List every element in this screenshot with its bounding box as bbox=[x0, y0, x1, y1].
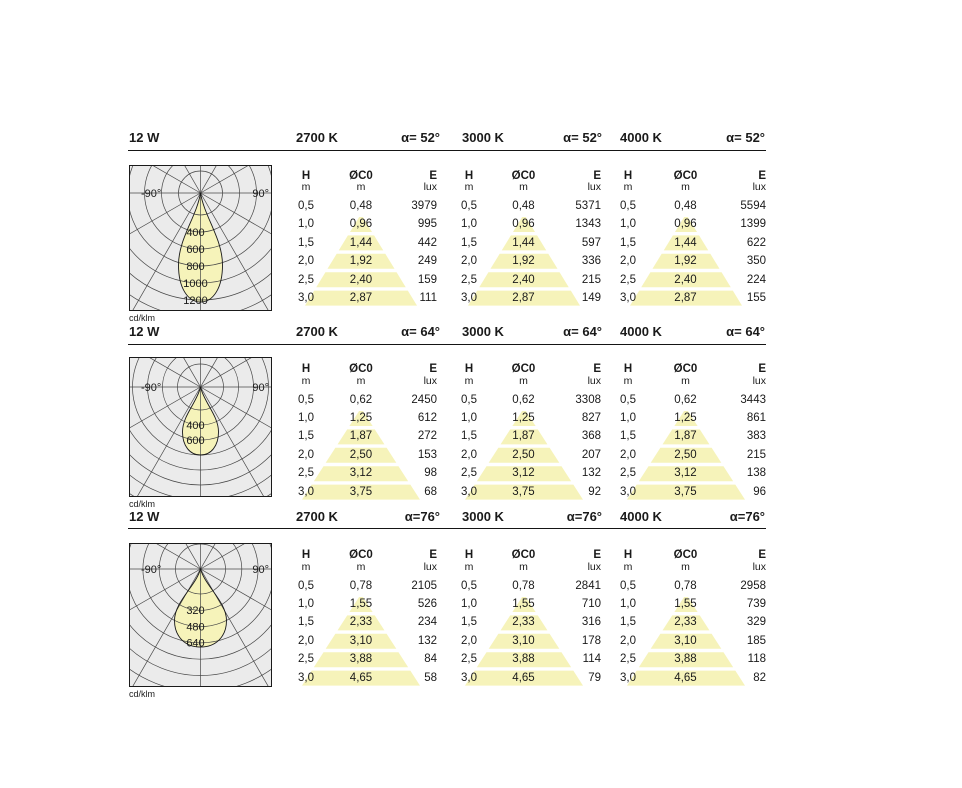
h-value: 2,5 bbox=[461, 467, 477, 480]
ring-label: 800 bbox=[186, 260, 205, 273]
diameter-value: 3,75 bbox=[512, 485, 535, 498]
e-value: 68 bbox=[424, 485, 437, 498]
e-value: 350 bbox=[746, 255, 766, 268]
col-header-e: E bbox=[593, 549, 601, 561]
diameter-value: 2,40 bbox=[674, 273, 697, 286]
cct-label: 3000 K bbox=[462, 130, 504, 145]
diameter-value: 4,65 bbox=[674, 671, 697, 684]
col-unit-diameter: m bbox=[519, 560, 528, 573]
h-value: 1,5 bbox=[461, 236, 477, 249]
e-value: 272 bbox=[417, 430, 437, 443]
h-value: 2,5 bbox=[620, 273, 636, 286]
diameter-value: 2,40 bbox=[512, 273, 535, 286]
h-value: 3,0 bbox=[620, 671, 636, 684]
polar-diagram bbox=[129, 357, 272, 497]
e-value: 58 bbox=[424, 671, 437, 684]
ring-label: 480 bbox=[186, 621, 205, 634]
e-value: 111 bbox=[419, 292, 437, 304]
e-value: 329 bbox=[746, 616, 766, 629]
h-value: 3,0 bbox=[298, 485, 314, 498]
e-value: 622 bbox=[746, 236, 766, 249]
diameter-value: 3,10 bbox=[349, 634, 373, 647]
diameter-value: 4,65 bbox=[512, 671, 535, 684]
h-value: 2,5 bbox=[298, 273, 314, 286]
e-value: 3979 bbox=[411, 200, 437, 212]
ring-label: 600 bbox=[186, 243, 205, 256]
e-value: 114 bbox=[582, 653, 601, 666]
beam-angle-label: α= 52° bbox=[401, 130, 440, 145]
e-value: 3308 bbox=[575, 393, 601, 406]
e-value: 84 bbox=[424, 653, 437, 666]
h-value: 2,5 bbox=[461, 653, 477, 666]
col-unit-diameter: m bbox=[519, 374, 528, 387]
ring-label: 1000 bbox=[183, 277, 208, 290]
col-header-diameter: ØC0 bbox=[349, 549, 373, 561]
h-value: 2,0 bbox=[461, 634, 477, 647]
diameter-value: 0,96 bbox=[674, 218, 697, 231]
h-value: 2,5 bbox=[298, 653, 314, 666]
col-header-diameter: ØC0 bbox=[349, 363, 373, 375]
ring-label: 600 bbox=[186, 434, 205, 447]
col-unit-h: m bbox=[301, 181, 311, 193]
cct-label: 2700 K bbox=[296, 130, 338, 145]
angle-label-right: 90° bbox=[252, 563, 269, 576]
col-header-diameter: ØC0 bbox=[511, 169, 536, 182]
e-value: 178 bbox=[581, 634, 601, 647]
ring-label: 320 bbox=[186, 605, 205, 618]
col-unit-h: m bbox=[464, 374, 474, 387]
ring-label: 640 bbox=[186, 637, 205, 650]
diameter-value: 1,87 bbox=[512, 430, 535, 443]
wattage-label: 12 W bbox=[129, 509, 160, 524]
h-value: 3,0 bbox=[620, 292, 636, 304]
diameter-value: 1,25 bbox=[512, 411, 535, 424]
col-header-diameter: ØC0 bbox=[511, 549, 536, 561]
col-header-e: E bbox=[593, 363, 601, 375]
diameter-value: 2,33 bbox=[674, 616, 697, 629]
col-header-h: H bbox=[623, 363, 633, 375]
h-value: 2,0 bbox=[298, 448, 314, 461]
e-value: 249 bbox=[417, 255, 437, 268]
e-value: 185 bbox=[746, 634, 766, 647]
col-unit-e: lux bbox=[752, 560, 766, 573]
diameter-value: 0,62 bbox=[512, 393, 535, 406]
col-header-e: E bbox=[429, 549, 437, 561]
beam-angle-label: α= 64° bbox=[726, 324, 765, 339]
e-value: 5594 bbox=[740, 200, 766, 212]
h-value: 1,0 bbox=[461, 411, 477, 424]
e-value: 739 bbox=[746, 597, 766, 610]
e-value: 316 bbox=[581, 616, 601, 629]
col-header-e: E bbox=[758, 363, 766, 375]
col-unit-e: lux bbox=[752, 181, 766, 193]
e-value: 224 bbox=[746, 273, 766, 286]
cct-label: 2700 K bbox=[296, 324, 338, 339]
h-value: 1,0 bbox=[461, 218, 477, 231]
col-unit-e: lux bbox=[752, 374, 766, 387]
cd-klm-label: cd/klm bbox=[129, 499, 156, 509]
diameter-value: 0,78 bbox=[674, 579, 697, 592]
col-header-e: E bbox=[758, 549, 766, 561]
diameter-value: 0,78 bbox=[512, 579, 535, 592]
diameter-value: 4,65 bbox=[349, 671, 373, 684]
diameter-value: 2,50 bbox=[512, 448, 535, 461]
ring-label: 400 bbox=[186, 226, 205, 239]
h-value: 3,0 bbox=[461, 292, 477, 304]
diameter-value: 3,10 bbox=[512, 634, 535, 647]
diameter-value: 3,88 bbox=[512, 653, 535, 666]
cd-klm-label: cd/klm bbox=[129, 313, 156, 323]
angle-label-right: 90° bbox=[252, 381, 269, 394]
diameter-value: 2,87 bbox=[349, 292, 373, 304]
polar-diagram bbox=[129, 543, 272, 687]
h-value: 2,0 bbox=[298, 255, 314, 268]
diameter-value: 1,92 bbox=[674, 255, 697, 268]
h-value: 2,0 bbox=[620, 448, 636, 461]
e-value: 207 bbox=[581, 448, 601, 461]
col-unit-h: m bbox=[301, 374, 311, 387]
e-value: 995 bbox=[417, 218, 437, 231]
h-value: 1,0 bbox=[298, 597, 314, 610]
h-value: 1,5 bbox=[620, 236, 636, 249]
h-value: 1,5 bbox=[620, 430, 636, 443]
beam-angle-label: α=76° bbox=[404, 509, 440, 524]
beam-angle-label: α= 52° bbox=[563, 130, 602, 145]
col-header-diameter: ØC0 bbox=[511, 363, 536, 375]
e-value: 138 bbox=[746, 467, 766, 480]
e-value: 861 bbox=[746, 411, 766, 424]
e-value: 612 bbox=[417, 411, 437, 424]
h-value: 1,5 bbox=[298, 430, 314, 443]
diameter-value: 0,62 bbox=[674, 393, 697, 406]
diameter-value: 3,75 bbox=[349, 485, 373, 498]
e-value: 3443 bbox=[740, 393, 766, 406]
diameter-value: 0,96 bbox=[512, 218, 535, 231]
diameter-value: 3,12 bbox=[349, 467, 373, 480]
h-value: 1,0 bbox=[620, 411, 636, 424]
angle-label-left: -90° bbox=[141, 381, 162, 394]
col-header-h: H bbox=[301, 169, 311, 182]
angle-label-left: -90° bbox=[141, 187, 162, 200]
cct-label: 4000 K bbox=[620, 509, 662, 524]
h-value: 2,0 bbox=[620, 255, 636, 268]
col-header-h: H bbox=[464, 363, 474, 375]
h-value: 0,5 bbox=[620, 579, 636, 592]
diameter-value: 3,75 bbox=[674, 485, 697, 498]
diameter-value: 2,87 bbox=[674, 292, 697, 304]
e-value: 132 bbox=[581, 467, 601, 480]
col-header-diameter: ØC0 bbox=[673, 363, 698, 375]
diameter-value: 0,96 bbox=[349, 218, 373, 231]
diameter-value: 1,44 bbox=[512, 236, 535, 249]
h-value: 2,5 bbox=[298, 467, 314, 480]
h-value: 1,5 bbox=[298, 236, 314, 249]
h-value: 3,0 bbox=[298, 671, 314, 684]
h-value: 1,5 bbox=[620, 616, 636, 629]
h-value: 0,5 bbox=[298, 579, 314, 592]
col-unit-e: lux bbox=[587, 181, 601, 193]
h-value: 3,0 bbox=[298, 292, 314, 304]
cct-label: 3000 K bbox=[462, 509, 504, 524]
col-unit-h: m bbox=[301, 560, 311, 573]
h-value: 1,5 bbox=[298, 616, 314, 629]
col-header-diameter: ØC0 bbox=[673, 549, 698, 561]
diameter-value: 1,44 bbox=[674, 236, 697, 249]
polar-diagram bbox=[129, 165, 272, 311]
col-unit-e: lux bbox=[423, 560, 437, 573]
diameter-value: 1,87 bbox=[674, 430, 697, 443]
diameter-value: 3,12 bbox=[512, 467, 535, 480]
col-header-e: E bbox=[429, 169, 437, 182]
diameter-value: 0,48 bbox=[674, 200, 697, 212]
col-unit-e: lux bbox=[423, 181, 437, 193]
col-header-diameter: ØC0 bbox=[673, 169, 698, 182]
col-unit-e: lux bbox=[423, 374, 437, 387]
e-value: 92 bbox=[588, 485, 601, 498]
h-value: 2,0 bbox=[620, 634, 636, 647]
diameter-value: 0,48 bbox=[512, 200, 535, 212]
diameter-value: 3,88 bbox=[674, 653, 697, 666]
diameter-value: 3,12 bbox=[674, 467, 697, 480]
e-value: 442 bbox=[417, 236, 437, 249]
diameter-value: 1,55 bbox=[512, 597, 535, 610]
e-value: 1399 bbox=[740, 218, 766, 231]
e-value: 79 bbox=[588, 671, 601, 684]
e-value: 118 bbox=[747, 653, 766, 666]
col-unit-diameter: m bbox=[681, 181, 690, 193]
h-value: 1,0 bbox=[620, 218, 636, 231]
h-value: 1,0 bbox=[298, 411, 314, 424]
e-value: 96 bbox=[753, 485, 766, 498]
diameter-value: 1,55 bbox=[349, 597, 373, 610]
angle-label-right: 90° bbox=[252, 187, 269, 200]
col-unit-diameter: m bbox=[356, 181, 366, 193]
wattage-label: 12 W bbox=[129, 130, 160, 145]
e-value: 132 bbox=[417, 634, 437, 647]
e-value: 98 bbox=[424, 467, 437, 480]
col-unit-e: lux bbox=[587, 560, 601, 573]
h-value: 1,0 bbox=[298, 218, 314, 231]
diameter-value: 2,50 bbox=[674, 448, 697, 461]
e-value: 5371 bbox=[575, 200, 601, 212]
cct-label: 4000 K bbox=[620, 324, 662, 339]
h-value: 2,0 bbox=[461, 448, 477, 461]
beam-angle-label: α=76° bbox=[729, 509, 765, 524]
col-unit-h: m bbox=[623, 374, 633, 387]
e-value: 215 bbox=[581, 273, 601, 286]
col-header-diameter: ØC0 bbox=[349, 169, 373, 182]
diameter-value: 2,50 bbox=[349, 448, 373, 461]
beam-angle-label: α= 64° bbox=[401, 324, 440, 339]
e-value: 153 bbox=[417, 448, 437, 461]
diameter-value: 1,25 bbox=[674, 411, 697, 424]
e-value: 383 bbox=[746, 430, 766, 443]
e-value: 2841 bbox=[575, 579, 601, 592]
col-header-h: H bbox=[464, 169, 474, 182]
section-rule bbox=[128, 344, 766, 345]
cct-label: 4000 K bbox=[620, 130, 662, 145]
h-value: 3,0 bbox=[461, 671, 477, 684]
h-value: 2,0 bbox=[461, 255, 477, 268]
e-value: 827 bbox=[581, 411, 601, 424]
h-value: 1,0 bbox=[620, 597, 636, 610]
col-header-h: H bbox=[301, 363, 311, 375]
col-unit-h: m bbox=[464, 181, 474, 193]
diameter-value: 0,62 bbox=[349, 393, 373, 406]
section-rule bbox=[128, 528, 766, 529]
beam-angle-label: α=76° bbox=[566, 509, 602, 524]
h-value: 3,0 bbox=[461, 485, 477, 498]
h-value: 2,0 bbox=[298, 634, 314, 647]
h-value: 1,5 bbox=[461, 616, 477, 629]
wattage-label: 12 W bbox=[129, 324, 160, 339]
h-value: 1,5 bbox=[461, 430, 477, 443]
col-unit-diameter: m bbox=[356, 374, 366, 387]
diameter-value: 1,55 bbox=[674, 597, 697, 610]
e-value: 2450 bbox=[411, 393, 437, 406]
h-value: 2,5 bbox=[620, 653, 636, 666]
col-unit-h: m bbox=[464, 560, 474, 573]
diameter-value: 1,92 bbox=[512, 255, 535, 268]
h-value: 0,5 bbox=[461, 393, 477, 406]
e-value: 234 bbox=[417, 616, 437, 629]
col-unit-h: m bbox=[623, 560, 633, 573]
diameter-value: 1,44 bbox=[349, 236, 373, 249]
e-value: 597 bbox=[581, 236, 601, 249]
col-unit-e: lux bbox=[587, 374, 601, 387]
h-value: 0,5 bbox=[620, 393, 636, 406]
e-value: 2958 bbox=[740, 579, 766, 592]
diameter-value: 2,40 bbox=[349, 273, 373, 286]
e-value: 2105 bbox=[411, 579, 437, 592]
e-value: 710 bbox=[581, 597, 601, 610]
diameter-value: 1,92 bbox=[349, 255, 373, 268]
h-value: 2,5 bbox=[620, 467, 636, 480]
h-value: 0,5 bbox=[298, 200, 314, 212]
e-value: 155 bbox=[746, 292, 766, 304]
col-unit-h: m bbox=[623, 181, 633, 193]
h-value: 0,5 bbox=[461, 579, 477, 592]
e-value: 526 bbox=[417, 597, 437, 610]
diameter-value: 0,48 bbox=[349, 200, 373, 212]
cd-klm-label: cd/klm bbox=[129, 689, 156, 699]
col-header-h: H bbox=[464, 549, 474, 561]
angle-label-left: -90° bbox=[141, 563, 162, 576]
col-unit-diameter: m bbox=[519, 181, 528, 193]
e-value: 82 bbox=[753, 671, 766, 684]
beam-angle-label: α= 64° bbox=[563, 324, 602, 339]
col-header-h: H bbox=[623, 549, 633, 561]
h-value: 1,0 bbox=[461, 597, 477, 610]
diameter-value: 3,10 bbox=[674, 634, 697, 647]
e-value: 149 bbox=[581, 292, 601, 304]
diameter-value: 0,78 bbox=[349, 579, 373, 592]
e-value: 1343 bbox=[575, 218, 601, 231]
e-value: 159 bbox=[417, 273, 437, 286]
col-header-e: E bbox=[429, 363, 437, 375]
cct-label: 3000 K bbox=[462, 324, 504, 339]
h-value: 0,5 bbox=[298, 393, 314, 406]
cct-label: 2700 K bbox=[296, 509, 338, 524]
diameter-value: 2,33 bbox=[512, 616, 535, 629]
col-unit-diameter: m bbox=[356, 560, 366, 573]
section-rule bbox=[128, 150, 766, 151]
e-value: 336 bbox=[581, 255, 601, 268]
diameter-value: 1,25 bbox=[349, 411, 373, 424]
col-header-e: E bbox=[758, 169, 766, 182]
diameter-value: 2,33 bbox=[349, 616, 373, 629]
diameter-value: 2,87 bbox=[512, 292, 535, 304]
e-value: 215 bbox=[746, 448, 766, 461]
e-value: 368 bbox=[581, 430, 601, 443]
h-value: 2,5 bbox=[461, 273, 477, 286]
col-header-h: H bbox=[301, 549, 311, 561]
col-unit-diameter: m bbox=[681, 374, 690, 387]
diameter-value: 1,87 bbox=[349, 430, 373, 443]
col-unit-diameter: m bbox=[681, 560, 690, 573]
diameter-value: 3,88 bbox=[349, 653, 373, 666]
ring-label: 400 bbox=[186, 419, 205, 432]
ring-label: 1200 bbox=[183, 294, 208, 307]
h-value: 3,0 bbox=[620, 485, 636, 498]
col-header-e: E bbox=[593, 169, 601, 182]
col-header-h: H bbox=[623, 169, 633, 182]
h-value: 0,5 bbox=[620, 200, 636, 212]
beam-angle-label: α= 52° bbox=[726, 130, 765, 145]
h-value: 0,5 bbox=[461, 200, 477, 212]
